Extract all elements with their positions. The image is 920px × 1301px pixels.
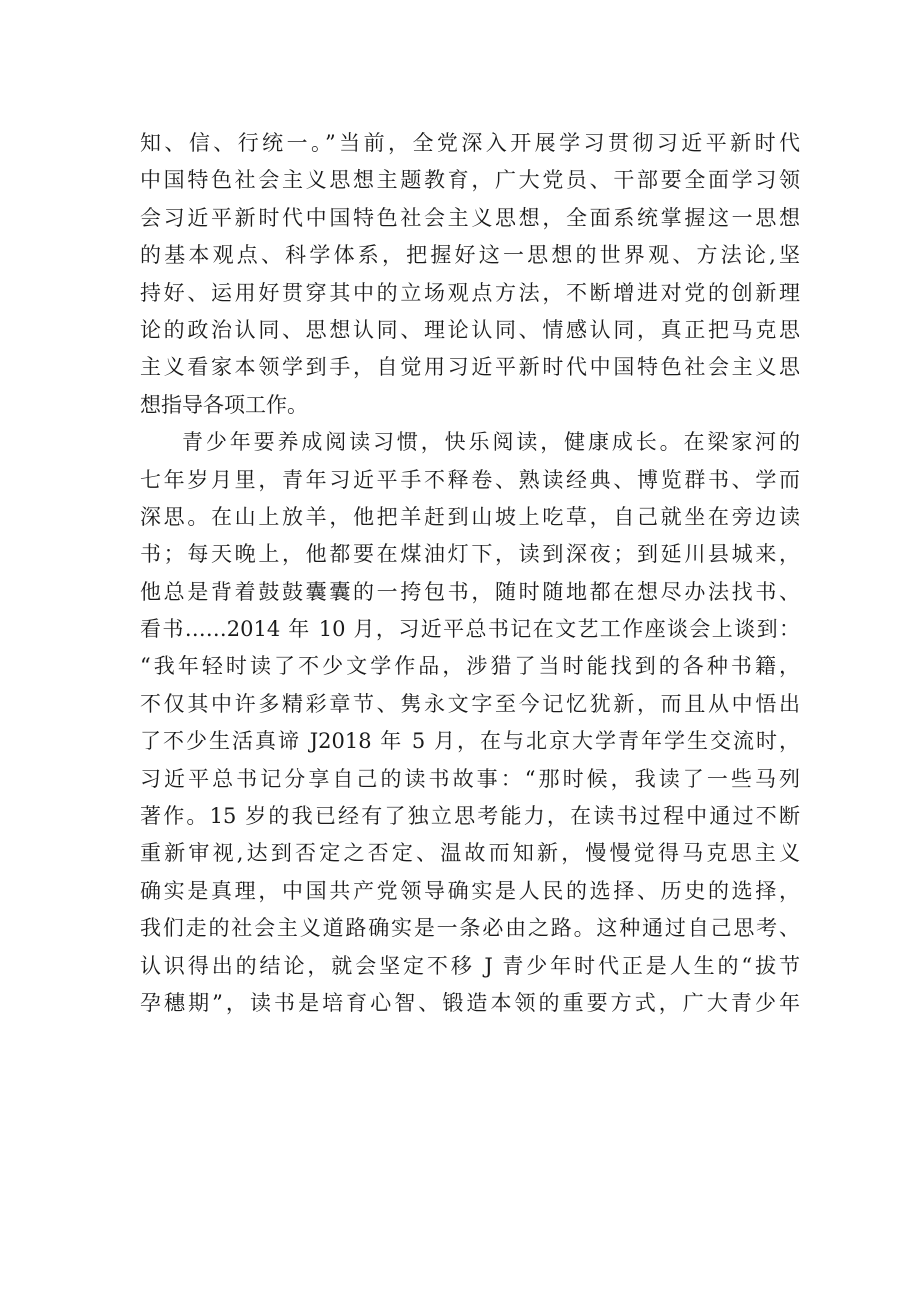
text-line: 主义看家本领学到手，自觉用习近平新时代中国特色社会主义思 [140, 355, 800, 380]
text-line: 七年岁月里，青年习近平手不释卷、熟读经典、博览群书、学而 [140, 467, 800, 492]
body-text [140, 125, 800, 1022]
text-line: 他总是背着鼓鼓囊囊的一挎包书，随时随地都在想尽办法找书、 [140, 579, 800, 604]
text-line: “我年轻时读了不少文学作品，涉猎了当时能找到的各种书籍， [140, 654, 800, 679]
text-line: 认识得出的结论，就会坚定不移 J 青少年时代正是人生的“拔节 [140, 953, 800, 978]
text-line: 会习近平新时代中国特色社会主义思想，全面系统掌握这一思想 [140, 205, 800, 230]
paragraph-2 [140, 424, 800, 1022]
text-line: 不仅其中许多精彩章节、隽永文字至今记忆犹新，而且从中悟出 [140, 691, 800, 716]
text-line: 看书……2014 年 10 月，习近平总书记在文艺工作座谈会上谈到： [140, 617, 800, 642]
text-line: 青少年要养成阅读习惯，快乐阅读，健康成长。在梁家河的 [182, 430, 800, 455]
text-line: 我们走的社会主义道路确实是一条必由之路。这种通过自己思考、 [140, 916, 800, 941]
text-line: 确实是真理，中国共产党领导确实是人民的选择、历史的选择， [140, 878, 800, 903]
text-line: 知、信、行统一。”当前，全党深入开展学习贯彻习近平新时代 [140, 131, 800, 155]
text-line: 书；每天晚上，他都要在煤油灯下，读到深夜；到延川县城来， [140, 542, 800, 567]
text-line: 想指导各项工作。 [140, 392, 308, 417]
text-line: 持好、运用好贯穿其中的立场观点方法，不断增进对党的创新理 [140, 280, 800, 305]
text-line: 著作。15 岁的我已经有了独立思考能力，在读书过程中通过不断 [140, 804, 800, 829]
text-line: 的基本观点、科学体系，把握好这一思想的世界观、方法论,坚 [140, 243, 800, 268]
text-line: 深思。在山上放羊，他把羊赶到山坡上吃草，自己就坐在旁边读 [140, 504, 800, 529]
text-line: 了不少生活真谛 J2018 年 5 月，在与北京大学青年学生交流时， [140, 729, 800, 754]
text-line: 中国特色社会主义思想主题教育，广大党员、干部要全面学习领 [140, 168, 800, 193]
text-line: 论的政治认同、思想认同、理论认同、情感认同，真正把马克思 [140, 317, 800, 342]
text-line: 孕穗期”，读书是培育心智、锻造本领的重要方式，广大青少年 [140, 990, 800, 1015]
text-line: 习近平总书记分享自己的读书故事：“那时候，我读了一些马列 [140, 766, 800, 791]
text-line: 重新审视,达到否定之否定、温故而知新，慢慢觉得马克思主义 [140, 841, 800, 866]
paragraph-1 [140, 125, 800, 424]
